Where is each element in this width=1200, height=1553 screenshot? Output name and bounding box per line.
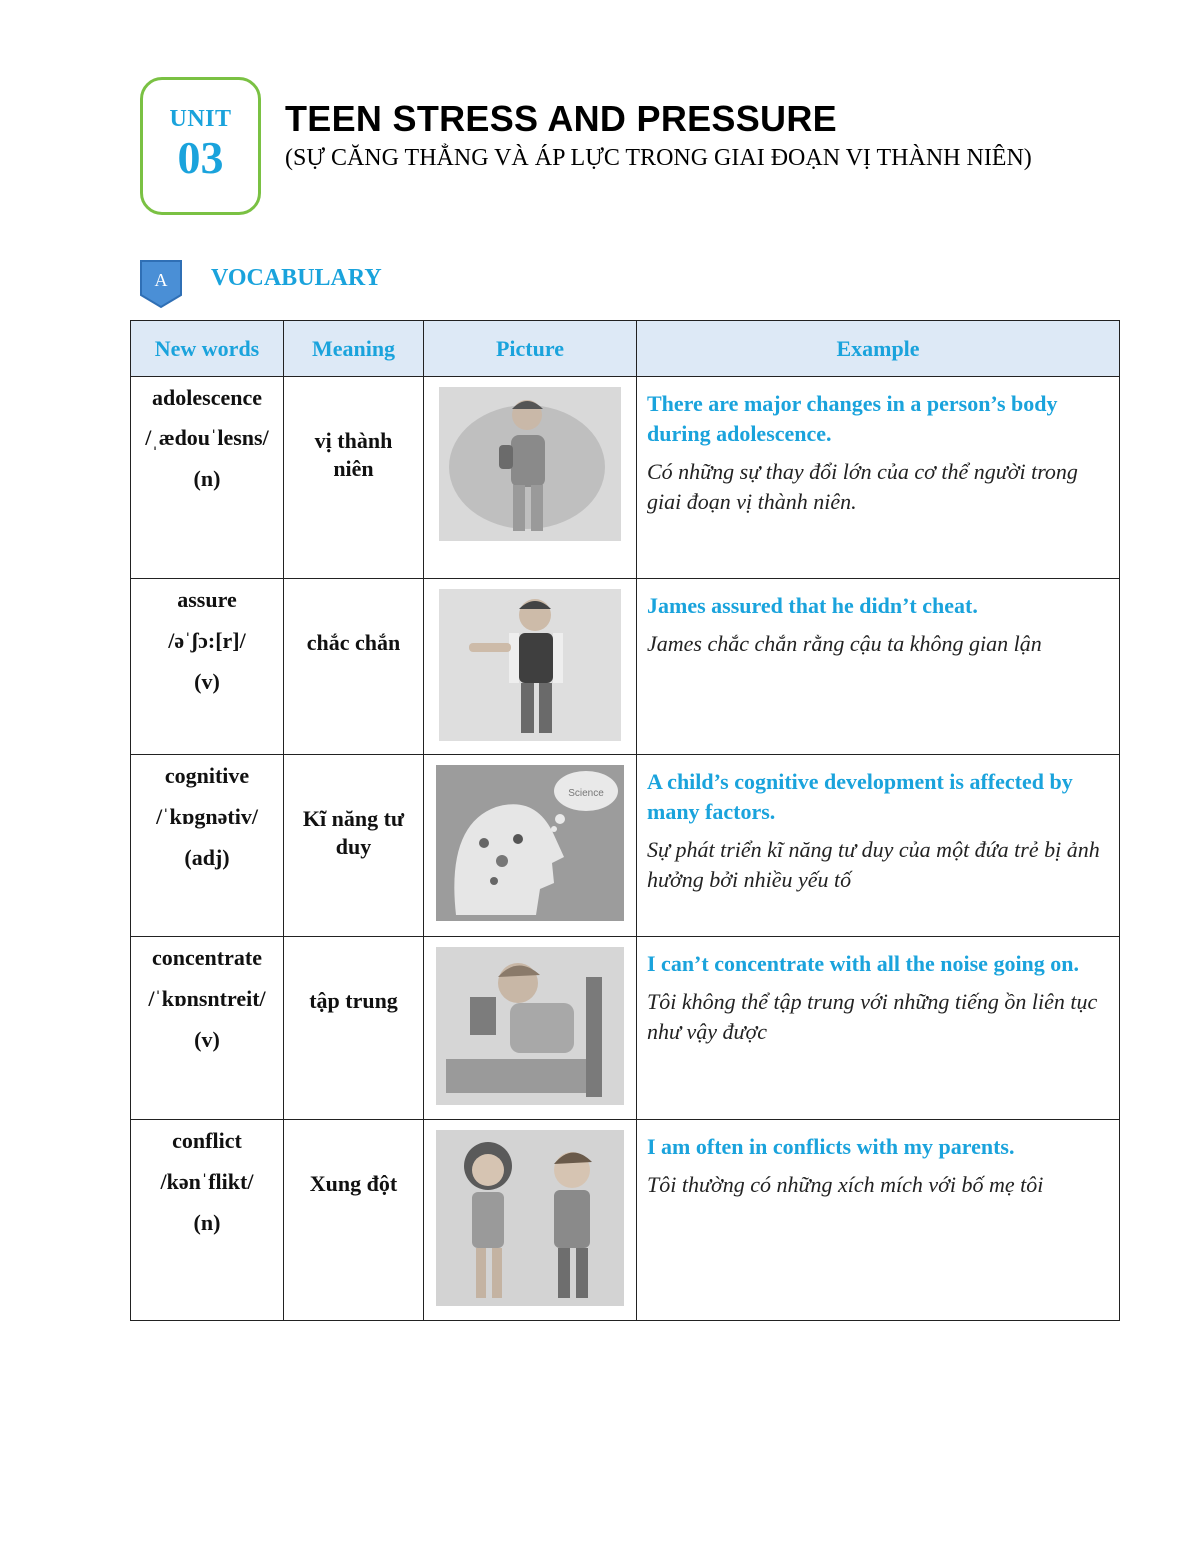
- example-cell: [637, 579, 1120, 755]
- word-ipa: /ˈkɒgnətiv/: [156, 804, 258, 829]
- picture-cell: [424, 937, 637, 1120]
- reading-boy-illustration: [436, 947, 624, 1105]
- example-english: There are major changes in a person’s body during adolescence.: [647, 391, 1058, 446]
- picture-cell: [424, 1120, 637, 1321]
- table-row: [131, 579, 1120, 755]
- word-cell: [131, 755, 284, 937]
- word-ipa: /ˌædouˈlesns/: [145, 425, 269, 450]
- two-kids-illustration: [436, 1130, 624, 1306]
- page-subtitle: (SỰ CĂNG THẲNG VÀ ÁP LỰC TRONG GIAI ĐOẠN VỊ THÀNH NIÊN): [285, 145, 1032, 171]
- word-cell: [131, 937, 284, 1120]
- example-vietnamese: Tôi thường có những xích mích với bố mẹ tôi: [647, 1172, 1044, 1197]
- teen-boy-illustration: [439, 387, 621, 541]
- header-new-words: New words: [131, 321, 284, 377]
- meaning-cell: Kĩ năng tư duy: [284, 755, 424, 937]
- example-vietnamese: Tôi không thể tập trung với những tiếng ồn liên tục như vậy được: [647, 989, 1098, 1044]
- unit-badge: [140, 77, 261, 215]
- word-pos: (adj): [184, 845, 230, 870]
- header-meaning: Meaning: [284, 321, 424, 377]
- table-row: [131, 1120, 1120, 1321]
- unit-label: UNIT: [169, 106, 232, 132]
- word: assure: [177, 587, 237, 612]
- example-vietnamese: James chắc chắn rằng cậu ta không gian lận: [647, 631, 1042, 656]
- example-english: I am often in conflicts with my parents.: [647, 1134, 1015, 1159]
- table-row: [131, 937, 1120, 1120]
- word: adolescence: [152, 385, 262, 410]
- brain-thinking-illustration: [436, 765, 624, 921]
- section-letter: A: [154, 270, 168, 290]
- example-vietnamese: Có những sự thay đổi lớn của cơ thể người trong giai đoạn vị thành niên.: [647, 459, 1078, 514]
- word: conflict: [172, 1128, 242, 1153]
- vocabulary-table: [130, 320, 1120, 1321]
- word-ipa: /ˈkɒnsntreit/: [148, 986, 266, 1011]
- meaning-cell: vị thành niên: [284, 377, 424, 579]
- meaning-cell: tập trung: [284, 937, 424, 1120]
- example-cell: [637, 1120, 1120, 1321]
- picture-label: Science: [568, 788, 604, 799]
- word-cell: [131, 377, 284, 579]
- unit-number: 03: [177, 132, 224, 183]
- word-ipa: /əˈʃɔ:[r]/: [168, 628, 246, 653]
- page-title: TEEN STRESS AND PRESSURE: [285, 98, 837, 139]
- word-pos: (n): [193, 466, 221, 491]
- word-pos: (v): [194, 669, 220, 694]
- meaning-cell: chắc chắn: [284, 579, 424, 755]
- confident-man-illustration: [439, 589, 621, 741]
- example-english: I can’t concentrate with all the noise going on.: [647, 951, 1080, 976]
- example-vietnamese: Sự phát triển kĩ năng tư duy của một đứa trẻ bị ảnh hưởng bởi nhiều yếu tố: [647, 837, 1100, 892]
- example-cell: [637, 937, 1120, 1120]
- meaning-cell: Xung đột: [284, 1120, 424, 1321]
- example-english: James assured that he didn’t cheat.: [647, 593, 978, 618]
- header-example: Example: [637, 321, 1120, 377]
- table-row: [131, 377, 1120, 579]
- table-header-row: [131, 321, 1120, 377]
- picture-cell: [424, 755, 637, 937]
- picture-cell: [424, 579, 637, 755]
- word: concentrate: [152, 945, 262, 970]
- example-cell: [637, 755, 1120, 937]
- picture-cell: [424, 377, 637, 579]
- word-pos: (n): [193, 1210, 221, 1235]
- word: cognitive: [164, 763, 250, 788]
- word-cell: [131, 579, 284, 755]
- table-row: [131, 755, 1120, 937]
- word-cell: [131, 1120, 284, 1321]
- example-english: A child’s cognitive development is affected by many factors.: [647, 769, 1073, 824]
- word-pos: (v): [194, 1027, 220, 1052]
- section-badge: [139, 259, 183, 309]
- word-ipa: /kənˈflikt/: [160, 1169, 254, 1194]
- section-title: VOCABULARY: [211, 265, 382, 291]
- example-cell: [637, 377, 1120, 579]
- header-picture: Picture: [424, 321, 637, 377]
